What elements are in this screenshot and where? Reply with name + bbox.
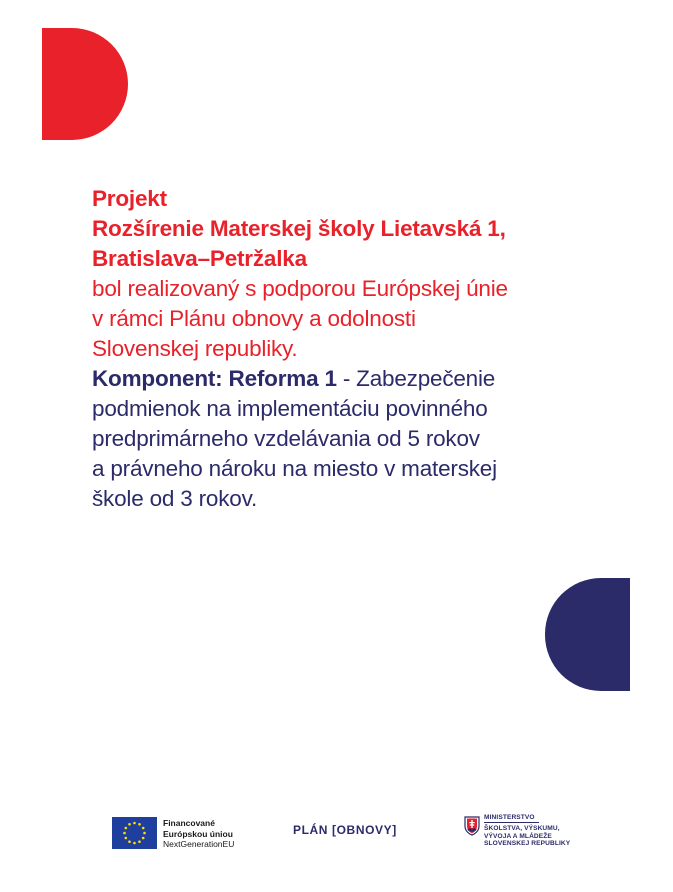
component-line-1 [92,364,612,394]
slovak-coat-of-arms-icon [464,816,480,836]
support-line-1: bol realizovaný s podporou Európskej únie [92,276,508,301]
navy-half-circle-decoration [545,578,630,691]
component-line-2: podmienok na implementáciu povinného [92,396,488,421]
red-half-circle-decoration [42,28,128,140]
component-line-5: škole od 3 rokov. [92,486,258,511]
project-name-line-2: Bratislava–Petržalka [92,246,307,271]
ministry-line-4: SLOVENSKEJ REPUBLIKY [484,840,571,848]
eu-line-3: NextGenerationEU [163,839,235,849]
plan-logo-word: OBNOVY [336,823,393,837]
support-line-3: Slovenskej republiky. [92,336,298,361]
support-line-2: v rámci Plánu obnovy a odolnosti [92,306,416,331]
plan-logo-close-bracket: ] [392,823,397,837]
eu-funding-text [163,818,234,850]
project-name-line-1: Rozšírenie Materskej školy Lietavská 1, [92,216,506,241]
eu-flag-icon [112,817,157,849]
ministry-line-1: MINISTERSTVO [484,814,535,821]
eu-line-2: Európskou úniou [163,828,233,839]
project-heading: Projekt [92,186,167,211]
plan-logo-left: PLÁN [293,823,329,837]
footer-logos [0,810,673,860]
component-line-4: a právneho nároku na miesto v materskej [92,456,497,481]
ministry-line-3: VÝVOJA A MLÁDEŽE [484,832,552,840]
plan-obnovy-logo [293,823,397,837]
component-label: Komponent: Reforma 1 [92,366,337,391]
plan-logo-open-bracket: [ [332,823,337,837]
component-line-1-rest: - Zabezpečenie [336,366,496,391]
main-text [92,184,612,514]
component-line-3: predprimárneho vzdelávania od 5 rokov [92,426,480,451]
ministry-line-2: ŠKOLSTVA, VÝSKUMU, [484,824,560,832]
eu-line-1: Financované [163,818,215,828]
ministry-text [484,814,570,848]
